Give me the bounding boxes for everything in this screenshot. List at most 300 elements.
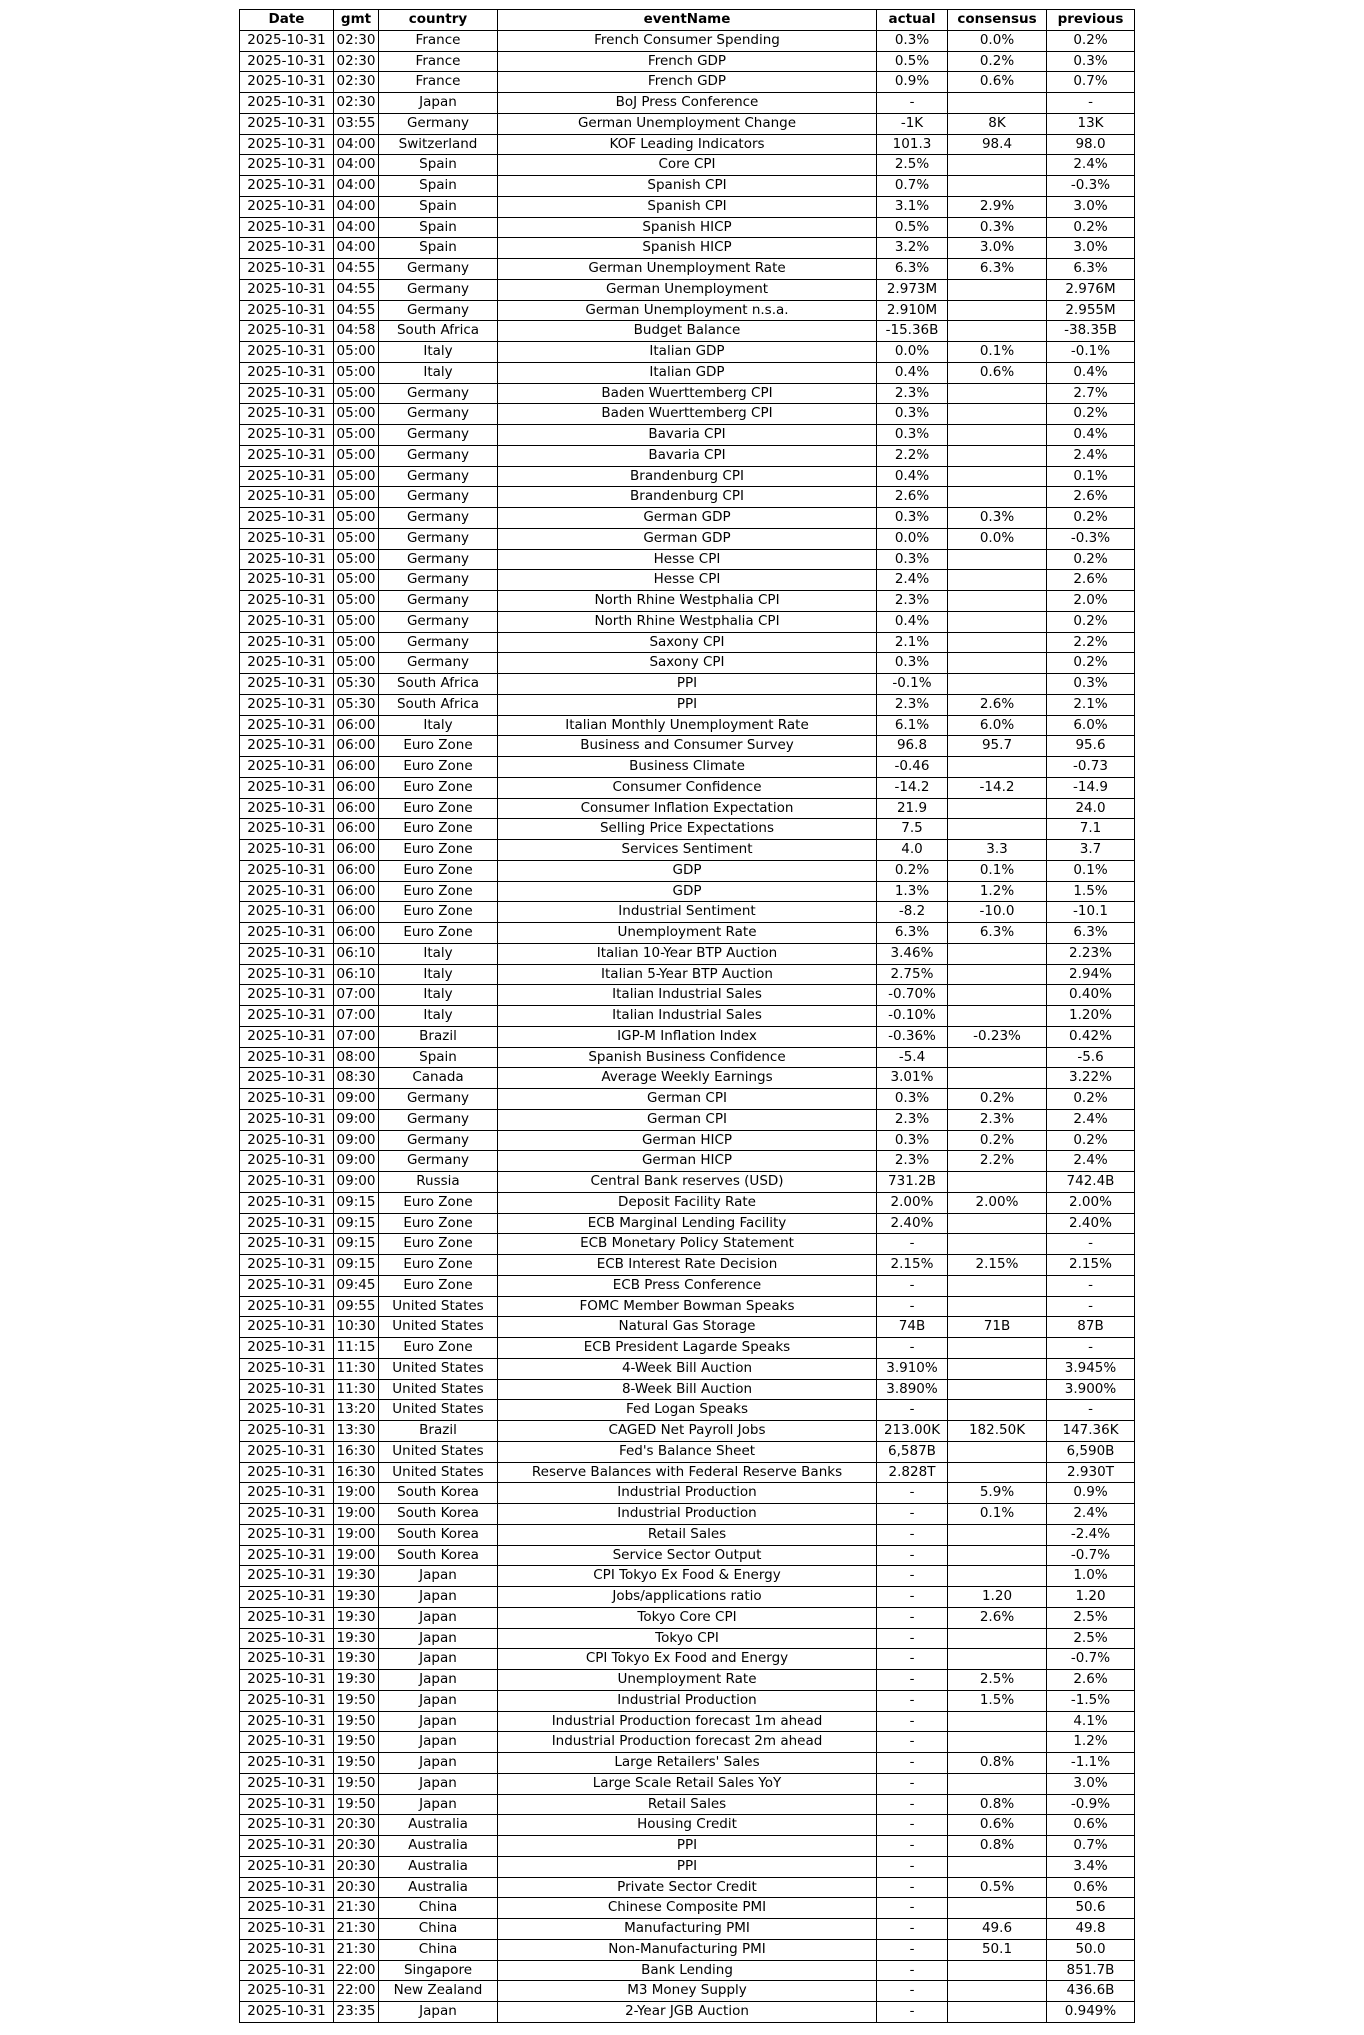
cell-eventname: ECB Press Conference — [498, 1275, 877, 1296]
cell-country: Japan — [379, 1732, 498, 1753]
cell-previous: 436.6B — [1047, 1981, 1135, 2002]
cell-date: 2025-10-31 — [240, 549, 334, 570]
cell-consensus — [948, 404, 1047, 425]
cell-previous: 2.15% — [1047, 1255, 1135, 1276]
table-row — [240, 93, 1135, 114]
cell-previous: 147.36K — [1047, 1421, 1135, 1442]
cell-country: France — [379, 72, 498, 93]
cell-date: 2025-10-31 — [240, 238, 334, 259]
cell-gmt: 06:00 — [334, 881, 379, 902]
table-row — [240, 632, 1135, 653]
cell-consensus — [948, 1545, 1047, 1566]
cell-eventname: Italian Industrial Sales — [498, 985, 877, 1006]
cell-eventname: Unemployment Rate — [498, 1670, 877, 1691]
cell-country: United States — [379, 1441, 498, 1462]
cell-consensus — [948, 1649, 1047, 1670]
cell-consensus: 0.5% — [948, 1877, 1047, 1898]
cell-country: Germany — [379, 632, 498, 653]
cell-date: 2025-10-31 — [240, 1545, 334, 1566]
cell-eventname: Brandenburg CPI — [498, 466, 877, 487]
cell-date: 2025-10-31 — [240, 259, 334, 280]
cell-actual: 0.3% — [877, 30, 948, 51]
cell-actual: 0.4% — [877, 362, 948, 383]
cell-consensus: 2.5% — [948, 1670, 1047, 1691]
table-row — [240, 1338, 1135, 1359]
economic-calendar-table — [239, 9, 1135, 2023]
cell-actual: 0.7% — [877, 176, 948, 197]
cell-date: 2025-10-31 — [240, 51, 334, 72]
table-row — [240, 1504, 1135, 1525]
cell-previous: 3.4% — [1047, 1856, 1135, 1877]
cell-previous: 1.20% — [1047, 1006, 1135, 1027]
cell-consensus: 71B — [948, 1317, 1047, 1338]
cell-gmt: 21:30 — [334, 1898, 379, 1919]
cell-consensus — [948, 155, 1047, 176]
cell-actual: -1K — [877, 113, 948, 134]
cell-actual: 2.40% — [877, 1213, 948, 1234]
cell-actual: 0.2% — [877, 860, 948, 881]
cell-actual: - — [877, 1960, 948, 1981]
cell-eventname: German GDP — [498, 528, 877, 549]
cell-actual: 2.910M — [877, 300, 948, 321]
cell-consensus — [948, 1441, 1047, 1462]
cell-consensus — [948, 611, 1047, 632]
cell-country: Germany — [379, 300, 498, 321]
cell-consensus — [948, 943, 1047, 964]
cell-eventname: Italian 5-Year BTP Auction — [498, 964, 877, 985]
cell-gmt: 09:45 — [334, 1275, 379, 1296]
table-row — [240, 757, 1135, 778]
cell-country: Italy — [379, 964, 498, 985]
cell-eventname: PPI — [498, 694, 877, 715]
cell-actual: 0.0% — [877, 342, 948, 363]
cell-country: Singapore — [379, 1960, 498, 1981]
table-row — [240, 943, 1135, 964]
cell-country: Brazil — [379, 1421, 498, 1442]
cell-date: 2025-10-31 — [240, 1151, 334, 1172]
cell-country: United States — [379, 1317, 498, 1338]
table-row — [240, 653, 1135, 674]
column-header-eventname: eventName — [498, 10, 877, 31]
cell-previous: 6.3% — [1047, 923, 1135, 944]
cell-previous: 2.955M — [1047, 300, 1135, 321]
cell-actual: 6.3% — [877, 259, 948, 280]
cell-eventname: Private Sector Credit — [498, 1877, 877, 1898]
table-row — [240, 528, 1135, 549]
cell-actual: - — [877, 1836, 948, 1857]
cell-actual: 0.4% — [877, 611, 948, 632]
cell-date: 2025-10-31 — [240, 632, 334, 653]
cell-consensus — [948, 425, 1047, 446]
cell-consensus — [948, 1338, 1047, 1359]
cell-consensus — [948, 300, 1047, 321]
cell-consensus — [948, 279, 1047, 300]
cell-previous: 6,590B — [1047, 1441, 1135, 1462]
cell-eventname: 4-Week Bill Auction — [498, 1358, 877, 1379]
cell-country: Euro Zone — [379, 1275, 498, 1296]
cell-gmt: 08:00 — [334, 1047, 379, 1068]
cell-previous: -14.9 — [1047, 777, 1135, 798]
cell-actual: 213.00K — [877, 1421, 948, 1442]
cell-country: Germany — [379, 259, 498, 280]
table-row — [240, 196, 1135, 217]
cell-eventname: ECB Interest Rate Decision — [498, 1255, 877, 1276]
cell-date: 2025-10-31 — [240, 860, 334, 881]
cell-gmt: 04:00 — [334, 134, 379, 155]
cell-gmt: 05:00 — [334, 383, 379, 404]
cell-consensus — [948, 1400, 1047, 1421]
cell-previous: 2.976M — [1047, 279, 1135, 300]
cell-country: Italy — [379, 943, 498, 964]
cell-previous: -0.3% — [1047, 528, 1135, 549]
cell-eventname: BoJ Press Conference — [498, 93, 877, 114]
cell-date: 2025-10-31 — [240, 176, 334, 197]
cell-consensus: 1.20 — [948, 1587, 1047, 1608]
cell-eventname: 2-Year JGB Auction — [498, 2002, 877, 2023]
cell-previous: -0.9% — [1047, 1794, 1135, 1815]
cell-actual: 2.3% — [877, 383, 948, 404]
cell-eventname: Saxony CPI — [498, 632, 877, 653]
cell-date: 2025-10-31 — [240, 1732, 334, 1753]
cell-date: 2025-10-31 — [240, 1006, 334, 1027]
cell-country: Germany — [379, 1151, 498, 1172]
table-row — [240, 445, 1135, 466]
cell-previous: 0.4% — [1047, 362, 1135, 383]
cell-previous: 0.40% — [1047, 985, 1135, 1006]
cell-previous: -10.1 — [1047, 902, 1135, 923]
cell-date: 2025-10-31 — [240, 1649, 334, 1670]
table-row — [240, 715, 1135, 736]
cell-actual: 2.828T — [877, 1462, 948, 1483]
table-row — [240, 259, 1135, 280]
cell-country: South Korea — [379, 1504, 498, 1525]
cell-country: United States — [379, 1358, 498, 1379]
cell-actual: - — [877, 1566, 948, 1587]
cell-date: 2025-10-31 — [240, 134, 334, 155]
cell-country: Japan — [379, 1649, 498, 1670]
table-row — [240, 1317, 1135, 1338]
cell-consensus — [948, 1856, 1047, 1877]
cell-gmt: 19:50 — [334, 1773, 379, 1794]
cell-eventname: Italian GDP — [498, 342, 877, 363]
cell-consensus: 0.1% — [948, 860, 1047, 881]
cell-country: Japan — [379, 1607, 498, 1628]
cell-actual: - — [877, 1856, 948, 1877]
cell-consensus — [948, 383, 1047, 404]
cell-previous: 3.7 — [1047, 840, 1135, 861]
cell-country: Germany — [379, 279, 498, 300]
cell-country: Australia — [379, 1856, 498, 1877]
cell-date: 2025-10-31 — [240, 757, 334, 778]
cell-eventname: French Consumer Spending — [498, 30, 877, 51]
cell-eventname: Business and Consumer Survey — [498, 736, 877, 757]
cell-gmt: 20:30 — [334, 1836, 379, 1857]
cell-date: 2025-10-31 — [240, 1441, 334, 1462]
cell-gmt: 03:55 — [334, 113, 379, 134]
cell-date: 2025-10-31 — [240, 1026, 334, 1047]
cell-consensus — [948, 1068, 1047, 1089]
table-row — [240, 1130, 1135, 1151]
cell-gmt: 06:00 — [334, 860, 379, 881]
cell-date: 2025-10-31 — [240, 1919, 334, 1940]
cell-gmt: 09:15 — [334, 1192, 379, 1213]
cell-country: Germany — [379, 508, 498, 529]
cell-eventname: GDP — [498, 860, 877, 881]
table-row — [240, 1213, 1135, 1234]
cell-country: Euro Zone — [379, 881, 498, 902]
table-row — [240, 342, 1135, 363]
table-row — [240, 1400, 1135, 1421]
cell-country: Germany — [379, 1089, 498, 1110]
cell-actual: 4.0 — [877, 840, 948, 861]
cell-gmt: 09:15 — [334, 1234, 379, 1255]
cell-country: Italy — [379, 362, 498, 383]
cell-eventname: Natural Gas Storage — [498, 1317, 877, 1338]
cell-eventname: Central Bank reserves (USD) — [498, 1172, 877, 1193]
cell-consensus — [948, 591, 1047, 612]
cell-country: Spain — [379, 176, 498, 197]
table-row — [240, 1275, 1135, 1296]
cell-actual: 0.5% — [877, 217, 948, 238]
cell-gmt: 19:30 — [334, 1649, 379, 1670]
column-header-previous: previous — [1047, 10, 1135, 31]
cell-country: Japan — [379, 1773, 498, 1794]
cell-date: 2025-10-31 — [240, 777, 334, 798]
cell-actual: - — [877, 1981, 948, 2002]
cell-gmt: 07:00 — [334, 985, 379, 1006]
column-header-gmt: gmt — [334, 10, 379, 31]
cell-eventname: Industrial Production — [498, 1504, 877, 1525]
cell-consensus: 2.00% — [948, 1192, 1047, 1213]
cell-country: Euro Zone — [379, 902, 498, 923]
cell-gmt: 09:00 — [334, 1172, 379, 1193]
cell-gmt: 04:00 — [334, 155, 379, 176]
table-row — [240, 383, 1135, 404]
cell-country: Japan — [379, 93, 498, 114]
cell-previous: 95.6 — [1047, 736, 1135, 757]
table-row — [240, 1794, 1135, 1815]
cell-eventname: Italian GDP — [498, 362, 877, 383]
cell-eventname: German Unemployment Rate — [498, 259, 877, 280]
cell-gmt: 05:00 — [334, 653, 379, 674]
cell-date: 2025-10-31 — [240, 2002, 334, 2023]
cell-date: 2025-10-31 — [240, 1089, 334, 1110]
cell-actual: -0.36% — [877, 1026, 948, 1047]
cell-consensus: 2.6% — [948, 694, 1047, 715]
cell-gmt: 04:00 — [334, 176, 379, 197]
cell-country: Germany — [379, 1109, 498, 1130]
cell-country: Japan — [379, 2002, 498, 2023]
cell-country: China — [379, 1939, 498, 1960]
table-row — [240, 1877, 1135, 1898]
cell-country: Euro Zone — [379, 736, 498, 757]
cell-gmt: 02:30 — [334, 72, 379, 93]
cell-date: 2025-10-31 — [240, 694, 334, 715]
table-row — [240, 1753, 1135, 1774]
cell-country: Australia — [379, 1836, 498, 1857]
cell-country: Germany — [379, 591, 498, 612]
cell-previous: 0.2% — [1047, 30, 1135, 51]
cell-consensus — [948, 1628, 1047, 1649]
cell-eventname: Jobs/applications ratio — [498, 1587, 877, 1608]
cell-previous: -0.3% — [1047, 176, 1135, 197]
cell-country: Euro Zone — [379, 757, 498, 778]
cell-actual: 2.6% — [877, 487, 948, 508]
cell-consensus — [948, 1358, 1047, 1379]
table-row — [240, 217, 1135, 238]
cell-eventname: PPI — [498, 1836, 877, 1857]
table-row — [240, 736, 1135, 757]
cell-actual: - — [877, 93, 948, 114]
cell-gmt: 19:30 — [334, 1628, 379, 1649]
cell-date: 2025-10-31 — [240, 93, 334, 114]
cell-eventname: German CPI — [498, 1089, 877, 1110]
cell-eventname: Average Weekly Earnings — [498, 1068, 877, 1089]
table-row — [240, 1711, 1135, 1732]
cell-previous: 50.0 — [1047, 1939, 1135, 1960]
table-row — [240, 1026, 1135, 1047]
cell-actual: 2.3% — [877, 1151, 948, 1172]
cell-previous: - — [1047, 1296, 1135, 1317]
table-row — [240, 1089, 1135, 1110]
cell-previous: 1.0% — [1047, 1566, 1135, 1587]
cell-eventname: Large Retailers' Sales — [498, 1753, 877, 1774]
table-row — [240, 155, 1135, 176]
cell-eventname: Consumer Inflation Expectation — [498, 798, 877, 819]
cell-previous: 0.9% — [1047, 1483, 1135, 1504]
cell-country: Germany — [379, 445, 498, 466]
cell-eventname: GDP — [498, 881, 877, 902]
cell-previous: 2.4% — [1047, 155, 1135, 176]
cell-consensus — [948, 985, 1047, 1006]
cell-country: France — [379, 51, 498, 72]
cell-gmt: 05:00 — [334, 404, 379, 425]
cell-date: 2025-10-31 — [240, 1192, 334, 1213]
table-row — [240, 466, 1135, 487]
cell-country: Euro Zone — [379, 1192, 498, 1213]
cell-actual: 0.3% — [877, 1130, 948, 1151]
cell-previous: 2.4% — [1047, 1109, 1135, 1130]
cell-consensus: 0.2% — [948, 1089, 1047, 1110]
cell-eventname: ECB Marginal Lending Facility — [498, 1213, 877, 1234]
cell-date: 2025-10-31 — [240, 1213, 334, 1234]
cell-eventname: Spanish HICP — [498, 217, 877, 238]
cell-consensus: 0.8% — [948, 1753, 1047, 1774]
cell-consensus — [948, 1275, 1047, 1296]
cell-date: 2025-10-31 — [240, 1358, 334, 1379]
cell-eventname: Non-Manufacturing PMI — [498, 1939, 877, 1960]
cell-consensus: 95.7 — [948, 736, 1047, 757]
cell-consensus: -10.0 — [948, 902, 1047, 923]
cell-actual: 0.3% — [877, 653, 948, 674]
table-row — [240, 1047, 1135, 1068]
cell-gmt: 20:30 — [334, 1815, 379, 1836]
cell-previous: 7.1 — [1047, 819, 1135, 840]
cell-actual: -0.1% — [877, 674, 948, 695]
cell-date: 2025-10-31 — [240, 404, 334, 425]
cell-previous: -2.4% — [1047, 1524, 1135, 1545]
cell-country: Germany — [379, 1130, 498, 1151]
cell-eventname: IGP-M Inflation Index — [498, 1026, 877, 1047]
table-row — [240, 1898, 1135, 1919]
cell-date: 2025-10-31 — [240, 1317, 334, 1338]
cell-consensus: -0.23% — [948, 1026, 1047, 1047]
table-row — [240, 674, 1135, 695]
cell-previous: 0.6% — [1047, 1877, 1135, 1898]
cell-eventname: Services Sentiment — [498, 840, 877, 861]
cell-previous: 851.7B — [1047, 1960, 1135, 1981]
cell-country: Japan — [379, 1566, 498, 1587]
cell-date: 2025-10-31 — [240, 1109, 334, 1130]
cell-consensus — [948, 321, 1047, 342]
cell-actual: 0.3% — [877, 425, 948, 446]
cell-gmt: 06:00 — [334, 819, 379, 840]
cell-country: Australia — [379, 1877, 498, 1898]
cell-date: 2025-10-31 — [240, 1421, 334, 1442]
cell-eventname: North Rhine Westphalia CPI — [498, 611, 877, 632]
cell-actual: 0.3% — [877, 404, 948, 425]
cell-country: Japan — [379, 1628, 498, 1649]
cell-consensus: -14.2 — [948, 777, 1047, 798]
table-row — [240, 176, 1135, 197]
cell-gmt: 19:30 — [334, 1587, 379, 1608]
table-row — [240, 1856, 1135, 1877]
cell-date: 2025-10-31 — [240, 1566, 334, 1587]
cell-eventname: ECB President Lagarde Speaks — [498, 1338, 877, 1359]
cell-actual: -15.36B — [877, 321, 948, 342]
table-row — [240, 1483, 1135, 1504]
cell-country: Germany — [379, 404, 498, 425]
cell-consensus: 0.6% — [948, 72, 1047, 93]
table-row — [240, 51, 1135, 72]
cell-actual: -5.4 — [877, 1047, 948, 1068]
cell-previous: 0.2% — [1047, 508, 1135, 529]
cell-country: United States — [379, 1296, 498, 1317]
cell-eventname: Spanish CPI — [498, 196, 877, 217]
cell-date: 2025-10-31 — [240, 985, 334, 1006]
cell-date: 2025-10-31 — [240, 342, 334, 363]
cell-country: South Korea — [379, 1545, 498, 1566]
cell-country: Japan — [379, 1711, 498, 1732]
cell-country: Spain — [379, 1047, 498, 1068]
cell-previous: 0.2% — [1047, 549, 1135, 570]
cell-gmt: 19:00 — [334, 1524, 379, 1545]
cell-date: 2025-10-31 — [240, 528, 334, 549]
cell-previous: -5.6 — [1047, 1047, 1135, 1068]
cell-date: 2025-10-31 — [240, 1255, 334, 1276]
cell-consensus — [948, 487, 1047, 508]
cell-actual: 2.5% — [877, 155, 948, 176]
cell-country: Russia — [379, 1172, 498, 1193]
cell-actual: 2.00% — [877, 1192, 948, 1213]
cell-previous: 2.94% — [1047, 964, 1135, 985]
cell-country: Italy — [379, 1006, 498, 1027]
cell-previous: 0.3% — [1047, 674, 1135, 695]
cell-consensus: 0.0% — [948, 528, 1047, 549]
table-row — [240, 694, 1135, 715]
table-row — [240, 362, 1135, 383]
cell-gmt: 05:00 — [334, 342, 379, 363]
table-row — [240, 985, 1135, 1006]
cell-eventname: FOMC Member Bowman Speaks — [498, 1296, 877, 1317]
cell-eventname: Fed's Balance Sheet — [498, 1441, 877, 1462]
cell-previous: 2.7% — [1047, 383, 1135, 404]
cell-country: Brazil — [379, 1026, 498, 1047]
cell-country: Spain — [379, 217, 498, 238]
cell-eventname: Spanish HICP — [498, 238, 877, 259]
table-row — [240, 1670, 1135, 1691]
cell-previous: 13K — [1047, 113, 1135, 134]
